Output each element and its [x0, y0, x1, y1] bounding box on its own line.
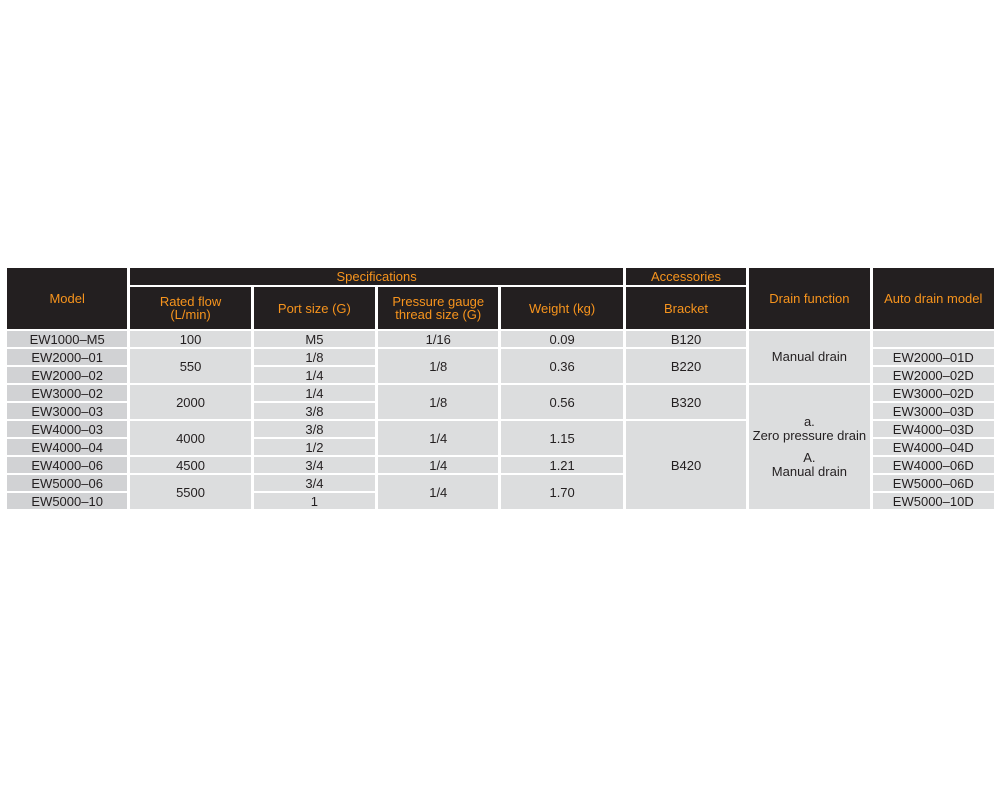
header-rated-flow-line-2: (L/min) — [170, 307, 211, 322]
bracket-cell: B420 — [626, 421, 746, 509]
rated-flow-cell: 2000 — [130, 385, 250, 419]
drain-function-auto — [749, 385, 869, 509]
header-accessories: Accessories — [626, 268, 746, 285]
port-size-cell: 3/4 — [254, 457, 375, 473]
header-gauge-thread-line-2: thread size (G) — [395, 307, 482, 322]
specification-table — [4, 266, 997, 511]
auto-drain-cell: EW4000–06D — [873, 457, 994, 473]
auto-drain-cell: EW2000–02D — [873, 367, 994, 383]
bracket-cell: B120 — [626, 331, 746, 347]
auto-drain-cell — [873, 331, 994, 347]
model-cell: EW4000–03 — [7, 421, 127, 437]
weight-cell: 0.36 — [501, 349, 622, 383]
weight-cell: 1.15 — [501, 421, 622, 455]
model-cell: EW5000–10 — [7, 493, 127, 509]
model-cell: EW2000–02 — [7, 367, 127, 383]
weight-cell: 0.09 — [501, 331, 622, 347]
rated-flow-cell: 550 — [130, 349, 250, 383]
auto-drain-cell: EW2000–01D — [873, 349, 994, 365]
gauge-thread-cell: 1/4 — [378, 475, 498, 509]
auto-drain-cell: EW3000–02D — [873, 385, 994, 401]
rated-flow-cell: 4500 — [130, 457, 250, 473]
model-cell: EW3000–03 — [7, 403, 127, 419]
port-size-cell: 3/8 — [254, 403, 375, 419]
port-size-cell: 1/4 — [254, 367, 375, 383]
port-size-cell: 1/2 — [254, 439, 375, 455]
header-weight: Weight (kg) — [501, 287, 622, 329]
model-cell: EW1000–M5 — [7, 331, 127, 347]
model-cell: EW4000–04 — [7, 439, 127, 455]
model-cell: EW4000–06 — [7, 457, 127, 473]
model-cell: EW3000–02 — [7, 385, 127, 401]
rated-flow-cell: 4000 — [130, 421, 250, 455]
bracket-cell: B320 — [626, 385, 746, 419]
header-drain-function: Drain function — [749, 268, 869, 329]
port-size-cell: 1/4 — [254, 385, 375, 401]
model-cell: EW5000–06 — [7, 475, 127, 491]
header-bracket: Bracket — [626, 287, 746, 329]
bracket-cell: B220 — [626, 349, 746, 383]
drain-function-manual: Manual drain — [749, 331, 869, 383]
header-auto-drain-model: Auto drain model — [873, 268, 994, 329]
table-row — [7, 331, 994, 347]
drain-auto-a-text: Zero pressure drain — [752, 428, 867, 443]
header-model: Model — [7, 268, 127, 329]
auto-drain-cell: EW5000–10D — [873, 493, 994, 509]
port-size-cell: 3/4 — [254, 475, 375, 491]
auto-drain-cell: EW3000–03D — [873, 403, 994, 419]
gauge-thread-cell: 1/4 — [378, 421, 498, 455]
gauge-thread-cell: 1/8 — [378, 349, 498, 383]
header-port-size: Port size (G) — [254, 287, 375, 329]
rated-flow-cell: 100 — [130, 331, 250, 347]
drain-auto-b-label: A. — [803, 450, 816, 465]
gauge-thread-cell: 1/8 — [378, 385, 498, 419]
weight-cell: 1.21 — [501, 457, 622, 473]
rated-flow-cell: 5500 — [130, 475, 250, 509]
port-size-cell: 1/8 — [254, 349, 375, 365]
port-size-cell: 3/8 — [254, 421, 375, 437]
auto-drain-cell: EW4000–03D — [873, 421, 994, 437]
port-size-cell: M5 — [254, 331, 375, 347]
drain-auto-a-label: a. — [803, 414, 815, 429]
header-gauge-thread — [378, 287, 498, 329]
auto-drain-cell: EW5000–06D — [873, 475, 994, 491]
table-row — [7, 385, 994, 401]
gauge-thread-cell: 1/4 — [378, 457, 498, 473]
drain-auto-b-text: Manual drain — [771, 464, 847, 479]
weight-cell: 1.70 — [501, 475, 622, 509]
header-rated-flow — [130, 287, 250, 329]
header-specifications: Specifications — [130, 268, 622, 285]
header-rated-flow-line-1: Rated flow — [159, 294, 222, 309]
gauge-thread-cell: 1/16 — [378, 331, 498, 347]
port-size-cell: 1 — [254, 493, 375, 509]
weight-cell: 0.56 — [501, 385, 622, 419]
header-gauge-thread-line-1: Pressure gauge — [392, 294, 485, 309]
auto-drain-cell: EW4000–04D — [873, 439, 994, 455]
model-cell: EW2000–01 — [7, 349, 127, 365]
